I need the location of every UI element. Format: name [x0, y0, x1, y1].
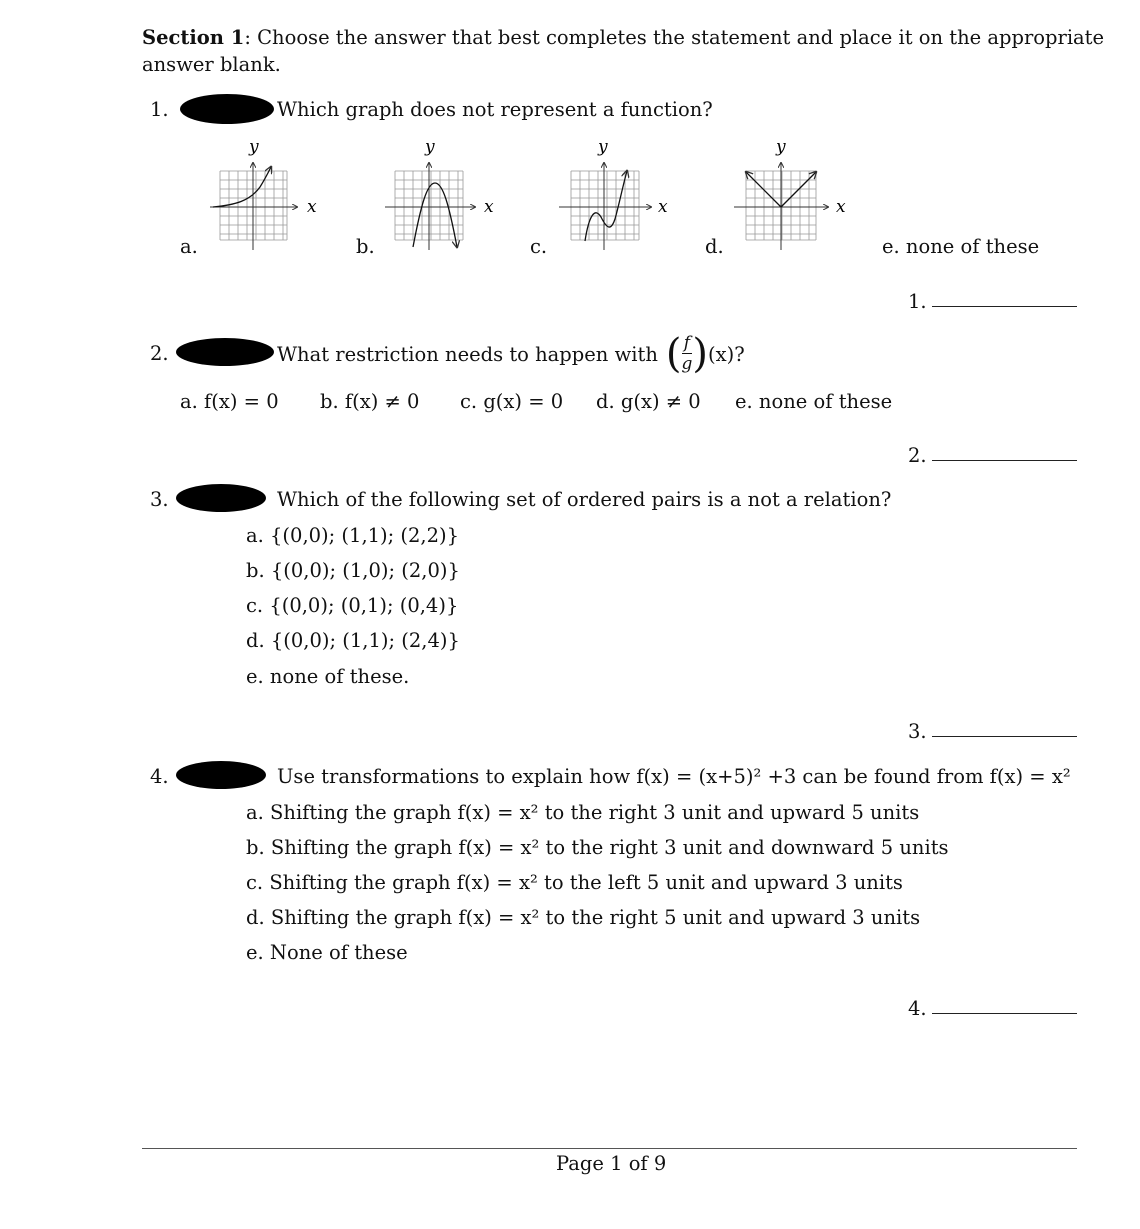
q4-answer-blank[interactable]: [932, 1013, 1077, 1014]
q4-option-d: d. Shifting the graph f(x) = x² to the right 5 unit and upward 3 units: [246, 906, 921, 929]
q3-option-d: d. {(0,0); (1,1); (2,4)}: [246, 629, 460, 652]
q1-graph-b-x-label: x: [484, 197, 494, 217]
q1-graph-d-y-label: y: [776, 137, 786, 157]
q1-option-a: a.: [180, 235, 198, 258]
q1-prompt: Which graph does not represent a function?: [277, 98, 713, 121]
page-number: Page 1 of 9: [556, 1152, 667, 1175]
q1-option-d: d.: [705, 235, 724, 258]
q3-prompt: Which of the following set of ordered pairs is a not a relation?: [277, 488, 892, 511]
q2-prompt: What restriction needs to happen with: [277, 342, 658, 366]
q2-option-a: a. f(x) = 0: [180, 390, 279, 413]
q1-number: 1.: [150, 98, 169, 121]
footer-rule: [142, 1148, 1077, 1149]
q2-answer-blank[interactable]: [932, 460, 1077, 461]
q3-number: 3.: [150, 488, 169, 511]
q1-blank-label: 1.: [908, 290, 927, 313]
q2-frac-denominator: g: [681, 354, 693, 374]
q1-graph-b: [383, 135, 498, 255]
q2-option-c: c. g(x) = 0: [460, 390, 564, 413]
q1-option-e: e. none of these: [882, 235, 1040, 258]
redaction-mark: [176, 761, 266, 789]
redaction-mark: [176, 338, 274, 366]
q4-blank-label: 4.: [908, 997, 927, 1020]
q2-blank-label: 2.: [908, 444, 927, 467]
q4-option-e: e. None of these: [246, 941, 408, 964]
instruction-line-2: answer blank.: [142, 53, 281, 76]
q1-graph-a: [205, 135, 320, 255]
q1-graph-d-x-label: x: [836, 197, 846, 217]
q1-graph-d: [732, 135, 852, 255]
q2-prompt-line: What restriction needs to happen with ( $\frac{f}{g}$ ) (x)?: [277, 331, 745, 377]
q1-option-c: c.: [530, 235, 548, 258]
q1-graph-b-y-label: y: [425, 137, 435, 157]
q2-option-d: d. g(x) ≠ 0: [596, 390, 701, 413]
q3-blank-label: 3.: [908, 720, 927, 743]
q2-option-b: b. f(x) ≠ 0: [320, 390, 420, 413]
q2-option-e: e. none of these: [735, 390, 893, 413]
section-label: Section 1: [142, 26, 245, 49]
q1-graph-a-x-label: x: [307, 197, 317, 217]
q1-graph-c: [557, 135, 672, 255]
q2-number: 2.: [150, 342, 169, 365]
q4-option-c: c. Shifting the graph f(x) = x² to the left 5 unit and upward 3 units: [246, 871, 903, 894]
section-instructions: [142, 26, 1104, 49]
instruction-line-1: : Choose the answer that best completes the statement and place it on the appropriate: [244, 26, 1105, 49]
q4-number: 4.: [150, 765, 169, 788]
q1-answer-blank[interactable]: [932, 306, 1077, 307]
q1-graph-c-y-label: y: [598, 137, 608, 157]
q4-option-a: a. Shifting the graph f(x) = x² to the right 3 unit and upward 5 units: [246, 801, 920, 824]
q3-option-b: b. {(0,0); (1,0); (2,0)}: [246, 559, 460, 582]
redaction-mark: [176, 484, 266, 512]
q2-frac-numerator: f: [682, 335, 693, 354]
q1-graph-a-y-label: y: [249, 137, 259, 157]
q4-prompt: Use transformations to explain how f(x) = (x+5)² +3 can be found from f(x) = x²: [277, 765, 1071, 788]
q1-graph-c-x-label: x: [658, 197, 668, 217]
q1-option-b: b.: [356, 235, 375, 258]
redaction-mark: [180, 94, 274, 124]
q3-option-e: e. none of these.: [246, 665, 410, 688]
q3-answer-blank[interactable]: [932, 736, 1077, 737]
q3-option-a: a. {(0,0); (1,1); (2,2)}: [246, 524, 460, 547]
q4-option-b: b. Shifting the graph f(x) = x² to the right 3 unit and downward 5 units: [246, 836, 949, 859]
q2-fraction: [682, 335, 693, 373]
q2-prompt-tail: (x)?: [708, 342, 745, 366]
q3-option-c: c. {(0,0); (0,1); (0,4)}: [246, 594, 459, 617]
